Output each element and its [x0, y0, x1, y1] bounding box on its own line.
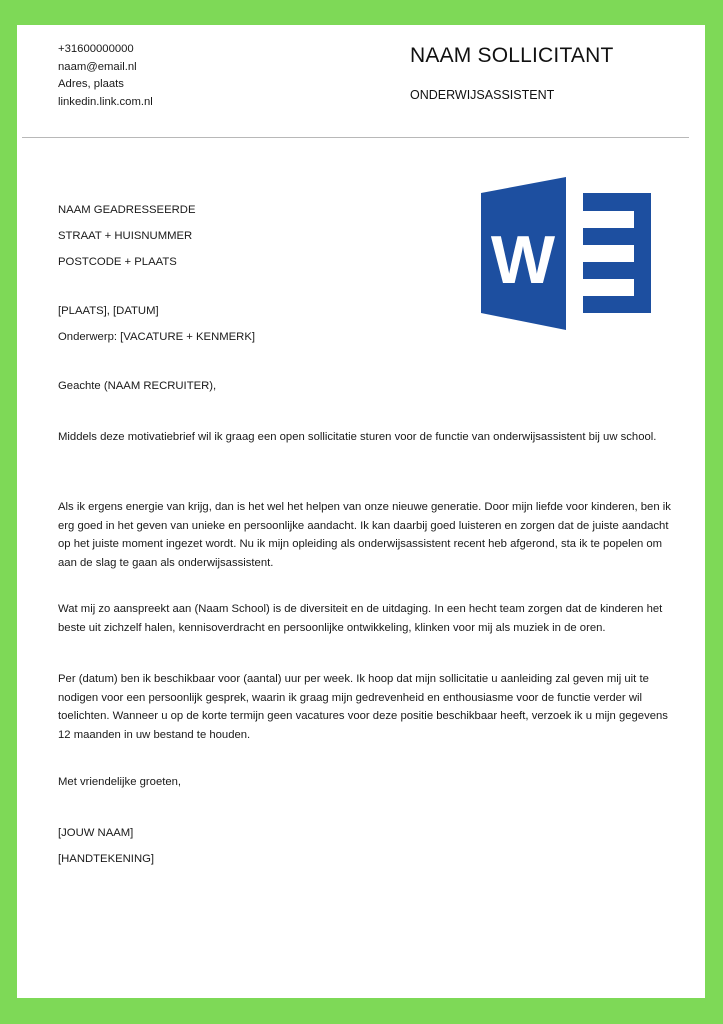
paragraph-intro: Middels deze motivatiebrief wil ik graag een open sollicitatie sturen voor de functie van onderwijsassistent bij uw school. [58, 431, 657, 443]
contact-address: Adres, plaats [58, 78, 124, 90]
applicant-name: NAAM SOLLICITANT [410, 44, 614, 67]
contact-email: naam@email.nl [58, 60, 137, 73]
letter-meta [58, 298, 255, 350]
signature: [HANDTEKENING] [58, 853, 155, 865]
recipient-postcode: POSTCODE + PLAATS [58, 256, 177, 268]
microsoft-word-icon [480, 176, 670, 341]
word-logo-line [583, 296, 651, 313]
word-logo-line [583, 193, 651, 211]
paragraph-availability: Per (datum) ben ik beschikbaar voor (aantal) uur per week. Ik hoop dat mijn sollicitatie u aanleiding zal geven mij uit te nodigen voor een persoonlijk gesprek, waarin ik graag mijn gedrevenheid en enthousiasme voor de functie verder wil toelichten. Wanneer u op de korte termijn geen vacatures voor deze positie beschikbaar heeft, verzoek ik u mijn gegevens 12 maanden in uw bestand te houden. [58, 673, 668, 741]
contact-linkedin: linkedin.link.com.nl [58, 95, 153, 108]
letter-page [17, 25, 705, 998]
place-date: [PLAATS], [DATUM] [58, 305, 159, 317]
recipient-name: NAAM GEADRESSEERDE [58, 204, 196, 216]
closing: Met vriendelijke groeten, [58, 776, 182, 788]
subject-line: Onderwerp: [VACATURE + KENMERK] [58, 331, 256, 343]
paragraph-school: Wat mij zo aanspreekt aan (Naam School) is de diversiteit en de uitdaging. In een hecht team zorgen dat de kinderen het beste uit zichzelf halen, kennisoverdracht en persoonlijke ontwikkeling, klinken voor mij als muziek in de oren. [58, 603, 663, 634]
contact-phone: +31600000000 [58, 43, 134, 55]
word-logo-line [583, 228, 651, 245]
word-logo-letter: W [490, 222, 556, 298]
contact-block [58, 41, 153, 111]
header-divider [22, 137, 689, 138]
word-logo-line [583, 262, 651, 279]
salutation: Geachte (NAAM RECRUITER), [58, 380, 217, 392]
job-title: ONDERWIJSASSISTENT [410, 88, 555, 102]
paragraph-motivation: Als ik ergens energie van krijg, dan is het wel het helpen van onze nieuwe generatie. Door mijn liefde voor kinderen, ben ik erg goed in het geven van unieke en persoonlijke aandacht. Ik kan daarbij goed luisteren en zorgen dat de juiste aandacht op het juiste moment ingezet wordt. Nu ik mijn opleiding als onderwijsassistent recent heb afgerond, sta ik te popelen om aan de slag te gaan als onderwijsassistent. [58, 501, 671, 569]
signature-name: [JOUW NAAM] [58, 827, 134, 839]
recipient-street: STRAAT + HUISNUMMER [58, 230, 193, 242]
recipient-block [58, 197, 195, 275]
